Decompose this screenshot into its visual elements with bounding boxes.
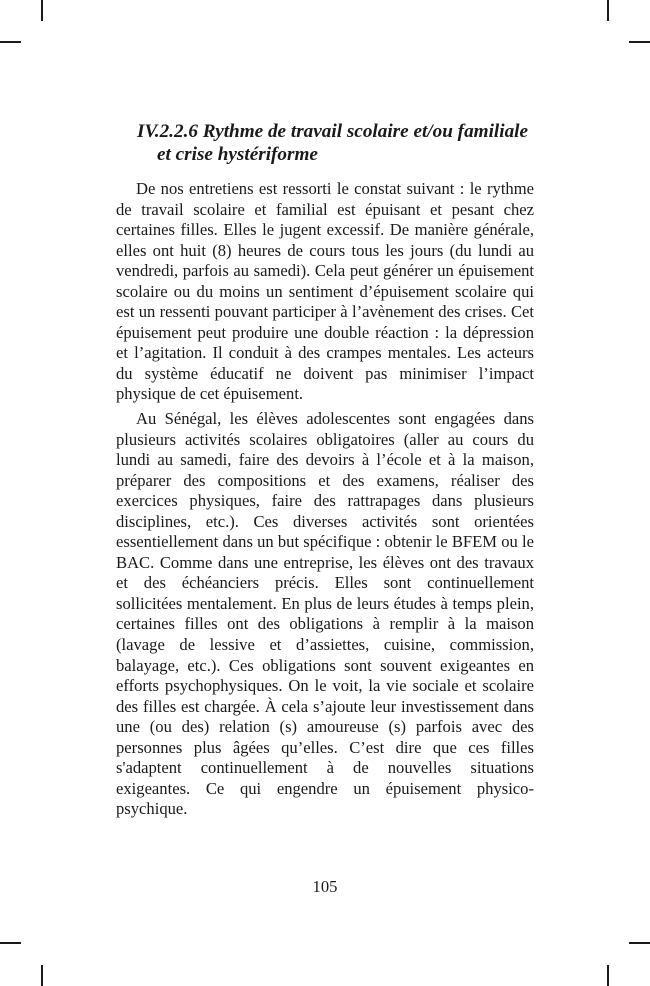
crop-mark-top-right-horizontal [629,41,650,43]
section-title: IV.2.2.6 Rythme de travail scolaire et/ou familiale et crise hystériforme [137,121,529,165]
crop-mark-bottom-left-vertical [41,965,43,986]
crop-mark-bottom-right-horizontal [629,942,650,944]
paragraph: Au Sénégal, les élèves adolescentes sont engagées dans plusieurs activités scolaires obligatoires (aller au cours du lundi au samedi, faire des devoirs à l’école et à la maison, préparer des compositions et des examens, réaliser des exercices physiques, faire des rattrapages dans plusieurs disciplines, etc.). Ces diverses activités sont orientées essentiellement dans un but spécifique : obtenir le BFEM ou le BAC. Comme dans une entreprise, les élèves ont des travaux et des échéanciers précis. Elles sont continuellement sollicitées mentalement. En plus de leurs études à temps plein, certaines filles ont des obligations à remplir à la maison (lavage de lessive et d’assiettes, cuisine, commission, balayage, etc.). Ces obligations sont souvent exigeantes en efforts psychophysiques. On le voit, la vie sociale et scolaire des filles est chargée. À cela s’ajoute leur investissement dans une (ou des) relation (s) amoureuse (s) parfois avec des personnes plus âgées qu’elles. C’est dire que ces filles s'adaptent continuellement à de nouvelles situations exigeantes. Ce qui engendre un épuisement physico-​psychique. [116,409,534,819]
page-content [116,120,534,820]
body-text [116,179,534,820]
crop-mark-bottom-left-horizontal [0,942,21,944]
paragraph: De nos entretiens est ressorti le constat suivant : le rythme de travail scolaire et familial est épuisant et pesant chez certaines filles. Elles le jugent excessif. De manière générale, elles ont huit (8) heures de cours tous les jours (du lundi au vendredi, parfois au samedi). Cela peut générer un épuisement scolaire ou du moins un sentiment d’épuisement scolaire qui est un ressenti pouvant participer à l’avènement des crises. Cet épuisement peut produire une double réaction : la dépression et l’agitation. Il conduit à des crampes mentales. Les acteurs du système éducatif ne doivent pas minimiser l’impact physique de cet épuisement. [116,179,534,404]
crop-mark-top-left-horizontal [0,41,21,43]
crop-mark-bottom-right-vertical [607,965,609,986]
crop-mark-top-left-vertical [41,0,43,21]
crop-mark-top-right-vertical [607,0,609,21]
page-number: 105 [312,877,338,896]
